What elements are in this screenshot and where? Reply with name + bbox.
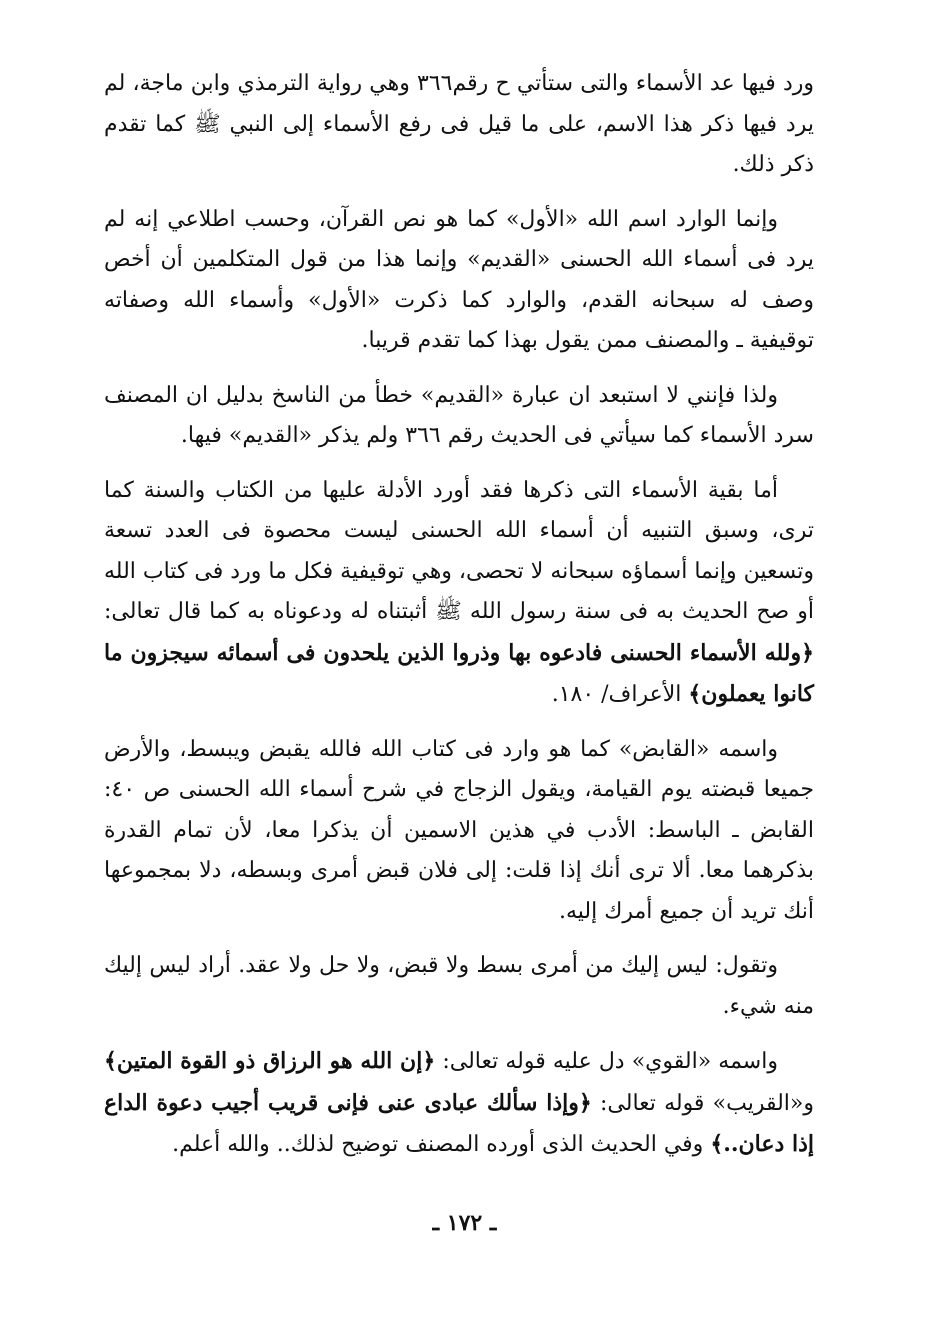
paragraph-7-text-b: و«القريب» قوله تعالى: [591,1090,814,1116]
body-text [104,64,814,1180]
quran-quote-al-araf: ﴿ولله الأسماء الحسنى فادعوه بها وذروا الذين يلحدون فى أسمائه سيجزون ما كانوا يعملون﴾ [104,639,814,707]
paragraph-5-text: واسمه «القابض» كما هو وارد فى كتاب الله فالله يقبض ويبسط، والأرض جميعا قبضته يوم القيامة، ويقول الزجاج في شرح أسماء الله الحسنى ص ٤٠: القابض ـ الباسط: الأدب في هذين الاسمين أن يذكرا معا، لأن تمام القدرة بذكرهما معا. ألا ترى أنك إذا قلت: إلى فلان قبض أمرى وبسطه، دلا بمجموعها أنك تريد أن جميع أمرك إليه. [104,736,814,924]
paragraph-7 [104,1041,814,1166]
paragraph-1-text: ورد فيها عد الأسماء والتى ستأتي ح رقم٣٦٦ وهي رواية الترمذي وابن ماجة، لم يرد فيها ذكر هذا الاسم، على ما قيل فى رفع الأسماء إلى النبي ﷺ كما تقدم ذكر ذلك. [104,71,814,177]
paragraph-7-text-a: واسمه «القوي» دل عليه قوله تعالى: [435,1049,778,1074]
paragraph-6 [104,946,814,1027]
paragraph-1 [104,64,814,186]
paragraph-3 [104,376,814,457]
paragraph-2-text: وإنما الوارد اسم الله «الأول» كما هو نص القرآن، وحسب اطلاعي إنه لم يرد فى أسماء الله الحسنى «القديم» وإنما هذا من قول المتكلمين أن أخص وصف له سبحانه القدم، والوارد كما ذكرت «الأول» وأسماء الله وصفاته توقيفية ـ والمصنف ممن يقول بهذا كما تقدم قريبا. [104,206,814,353]
quran-quote-al-qawi: ﴿إن الله هو الرزاق ذو القوة المتين﴾ [104,1048,436,1074]
paragraph-7-text-c: وفي الحديث الذى أورده المصنف توضيح لذلك.. والله أعلم. [172,1132,711,1157]
paragraph-4 [104,471,814,716]
paragraph-2 [104,200,814,362]
page-number: ـ ١٧٢ ـ [432,1210,497,1236]
paragraph-3-text: ولذا فإنني لا استبعد ان عبارة «القديم» خطأ من الناسخ بدليل ان المصنف سرد الأسماء كما سيأتي فى الحديث رقم ٣٦٦ ولم يذكر «القديم» فيها. [104,382,814,448]
quran-quote-al-qarib: ﴿وإذا سألك عبادى عنى فإنى قريب أجيب دعوة الداع إذا دعان..﴾ [104,1089,814,1157]
paragraph-4-citation: الأعراف/ ١٨٠. [551,682,689,707]
paragraph-4-text: أما بقية الأسماء التى ذكرها فقد أورد الأدلة عليها من الكتاب والسنة كما ترى، وسبق التنبيه أن أسماء الله الحسنى ليست محصوة فى العدد تسعة وتسعين وإنما أسماؤه سبحانه لا تحصى، وهي توقيفية فكل ما ورد فى كتاب الله أو صح الحديث به فى سنة رسول الله ﷺ أثبتناه له ودعوناه به كما قال تعالى: [104,477,814,624]
paragraph-6-text: وتقول: ليس إليك من أمرى بسط ولا قبض، ولا حل ولا عقد. أراد ليس إليك منه شيء. [104,953,814,1019]
paragraph-5 [104,730,814,933]
